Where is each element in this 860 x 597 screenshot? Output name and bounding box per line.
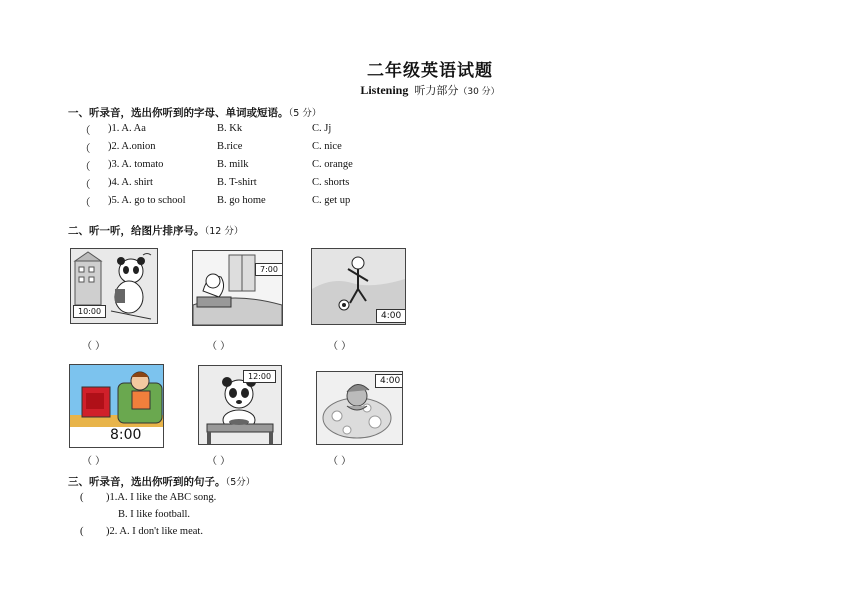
answer-paren[interactable]: （ — [80, 162, 91, 173]
bath-picture — [316, 371, 403, 445]
section3-question-1-option-a: )1.A. I like the ABC song. — [106, 492, 217, 503]
question-2-option-c: C. nice — [312, 141, 342, 152]
time-label: 4:00 — [375, 374, 403, 388]
picture-4-answer-slot[interactable]: （ ） — [82, 456, 106, 467]
section3-question-2-option-a: )2. A. I don't like meat. — [106, 526, 203, 537]
question-5-option-c: C. get up — [312, 195, 351, 206]
question-4-option-a: )4. A. shirt — [108, 177, 153, 188]
section1-heading-text: 一、听录音，选出你听到的字母、单词或短语。 — [68, 107, 289, 119]
time-label: 12:00 — [243, 370, 276, 383]
question-3-option-b: B. milk — [217, 159, 249, 170]
page-title: 二年级英语试题 — [367, 61, 493, 81]
section1-points: （5 分） — [288, 108, 322, 119]
picture-5-answer-slot[interactable]: （ ） — [207, 456, 231, 467]
question-2-option-b: B.rice — [217, 141, 243, 152]
question-5-option-b: B. go home — [217, 195, 266, 206]
question-5-option-a: )5. A. go to school — [108, 195, 186, 206]
section3-points: （5分） — [225, 477, 256, 488]
picture-3-answer-slot[interactable]: （ ） — [328, 341, 352, 352]
question-1-option-c: C. Jj — [312, 123, 332, 134]
football-picture — [311, 248, 406, 325]
answer-paren[interactable]: （ — [80, 180, 91, 191]
time-label: 7:00 — [255, 263, 283, 276]
answer-paren[interactable]: （ — [80, 198, 91, 209]
answer-paren[interactable]: ( — [80, 526, 84, 537]
answer-paren[interactable]: ( — [80, 492, 84, 503]
question-1-option-b: B. Kk — [217, 123, 243, 134]
time-label: 10:00 — [73, 305, 106, 318]
watch-tv-picture — [69, 364, 164, 448]
question-3-option-c: C. orange — [312, 159, 353, 170]
question-4-option-c: C. shorts — [312, 177, 350, 188]
question-4-option-b: B. T-shirt — [217, 177, 257, 188]
page-subtitle — [0, 82, 860, 98]
section2-heading — [68, 223, 243, 238]
picture-6-answer-slot[interactable]: （ ） — [328, 456, 352, 467]
panda-school-picture — [70, 248, 158, 324]
section3-question-1-option-b: B. I like football. — [118, 509, 191, 520]
section1-heading — [68, 105, 321, 120]
subtitle-points: （30 分） — [458, 87, 500, 97]
wake-up-picture — [192, 250, 283, 326]
section3-heading-text: 三、听录音，选出你听到的句子。 — [68, 476, 226, 488]
section2-points: （12 分） — [204, 226, 244, 237]
answer-paren[interactable]: （ — [80, 144, 91, 155]
answer-paren[interactable]: （ — [80, 126, 91, 137]
time-label: 4:00 — [376, 309, 406, 323]
question-1-option-a: )1. A. Aa — [108, 123, 146, 134]
picture-1-answer-slot[interactable]: （ ） — [82, 341, 106, 352]
section3-heading — [68, 474, 255, 489]
question-2-option-a: )2. A.onion — [108, 141, 156, 152]
time-label: 8:00 — [110, 427, 142, 443]
picture-2-answer-slot[interactable]: （ ） — [207, 341, 231, 352]
section2-heading-text: 二、听一听，给图片排序号。 — [68, 225, 205, 237]
subtitle-chinese: 听力部分 — [414, 84, 459, 97]
panda-lunch-picture — [198, 365, 282, 445]
question-3-option-a: )3. A. tomato — [108, 159, 164, 170]
subtitle-english: Listening — [360, 83, 409, 97]
